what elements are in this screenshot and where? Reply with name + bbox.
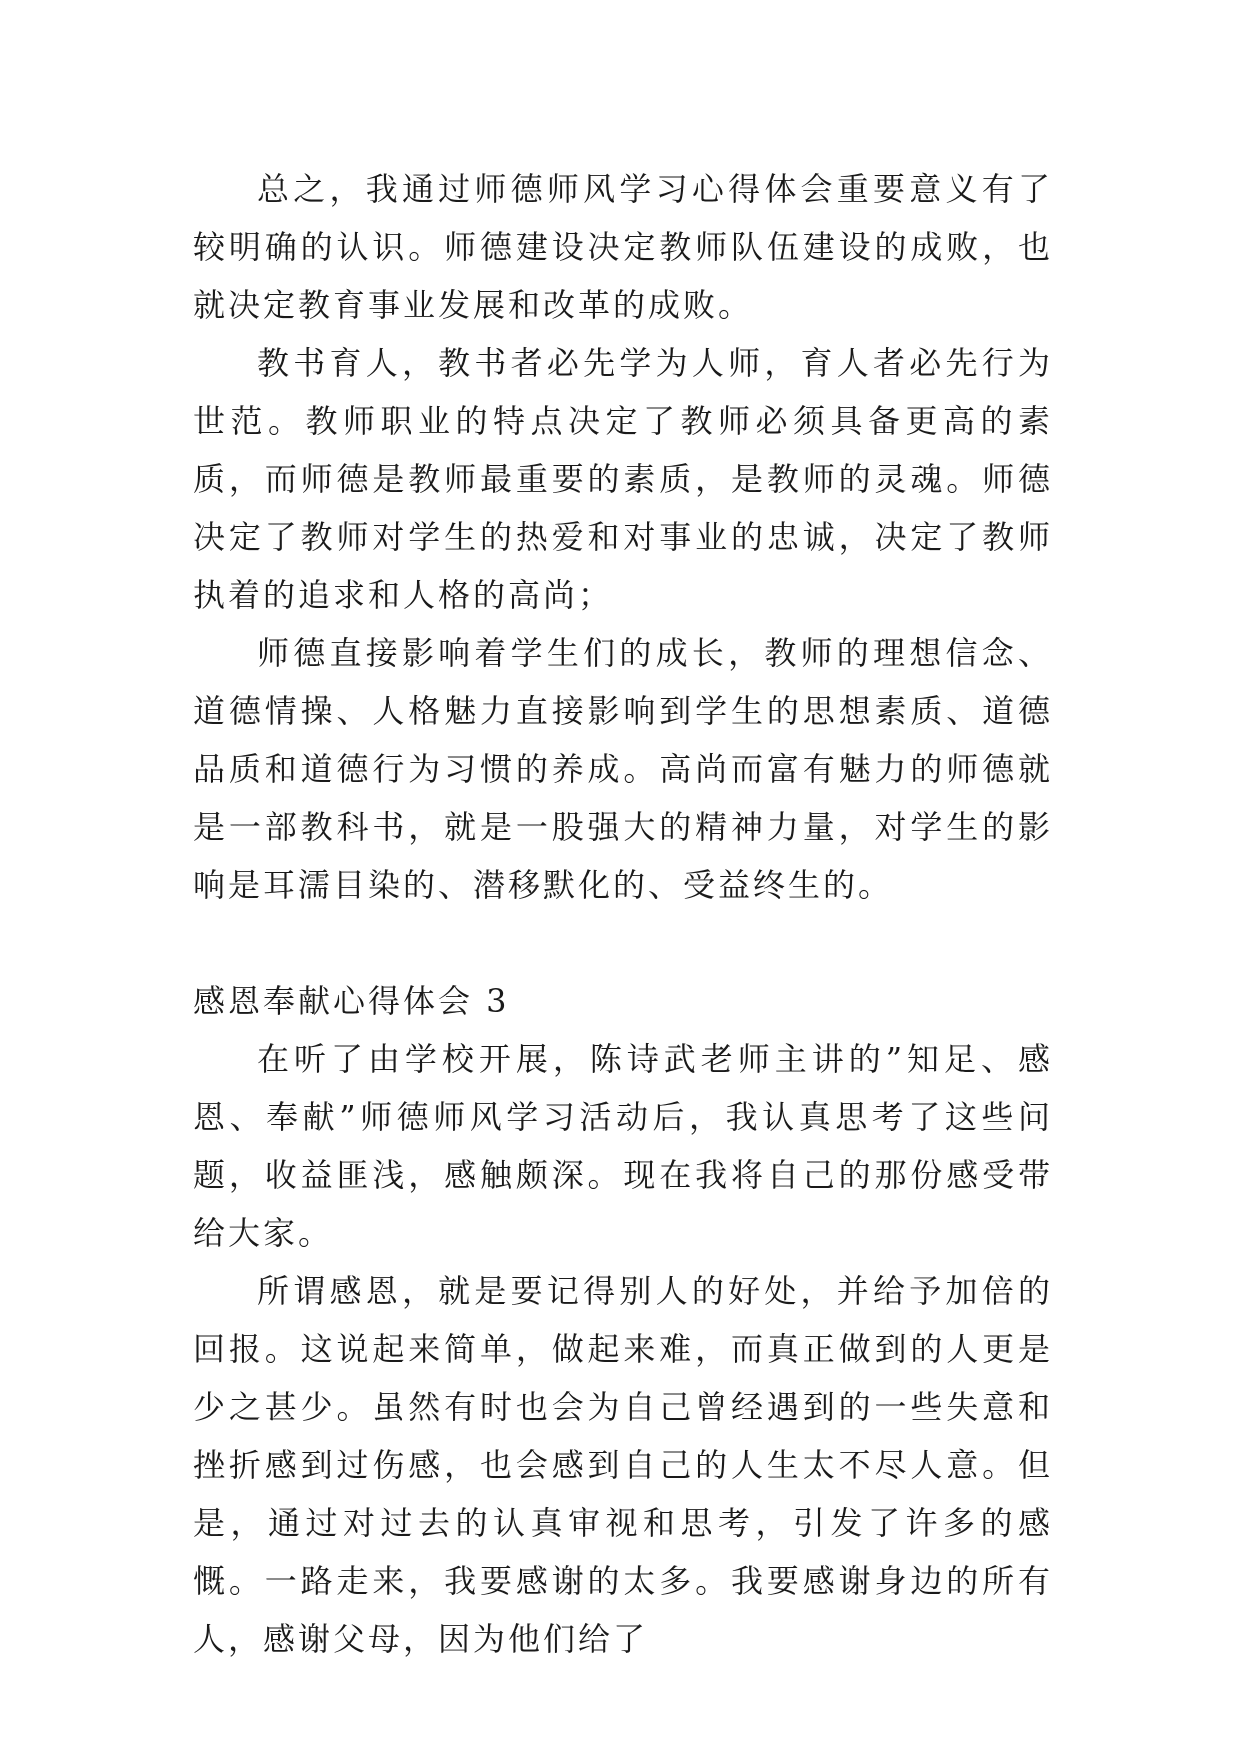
paragraph-ethics-influence: 师德直接影响着学生们的成长，教师的理想信念、道德情操、人格魅力直接影响到学生的思想素质、道德品质和道德行为习惯的养成。高尚而富有魅力的师德就是一部教科书，就是一股强大的精神力量，对学生的影响是耳濡目染的、潜移默化的、受益终生的。	[193, 634, 1053, 904]
section-heading: 感恩奉献心得体会 3	[193, 982, 510, 1020]
paragraph-gratitude: 所谓感恩，就是要记得别人的好处，并给予加倍的回报。这说起来简单，做起来难，而真正做到的人更是少之甚少。虽然有时也会为自己曾经遇到的一些失意和挫折感到过伤感，也会感到自己的人生太不尽人意。但是，通过对过去的认真审视和思考，引发了许多的感慨。一路走来，我要感谢的太多。我要感谢身边的所有人，感谢父母，因为他们给了	[193, 1272, 1053, 1658]
paragraph-activity: 在听了由学校开展，陈诗武老师主讲的”知足、感恩、奉献”师德师风学习活动后，我认真思考了这些问题，收益匪浅，感触颇深。现在我将自己的那份感受带给大家。	[193, 1040, 1053, 1252]
paragraph-teaching: 教书育人，教书者必先学为人师，育人者必先行为世范。教师职业的特点决定了教师必须具备更高的素质，而师德是教师最重要的素质，是教师的灵魂。师德决定了教师对学生的热爱和对事业的忠诚，决定了教师执着的追求和人格的高尚；	[193, 344, 1053, 614]
document-body	[193, 160, 1053, 1668]
section-spacer	[193, 914, 1053, 972]
paragraph-summary: 总之，我通过师德师风学习心得体会重要意义有了较明确的认识。师德建设决定教师队伍建设的成败，也就决定教育事业发展和改革的成败。	[193, 170, 1053, 324]
